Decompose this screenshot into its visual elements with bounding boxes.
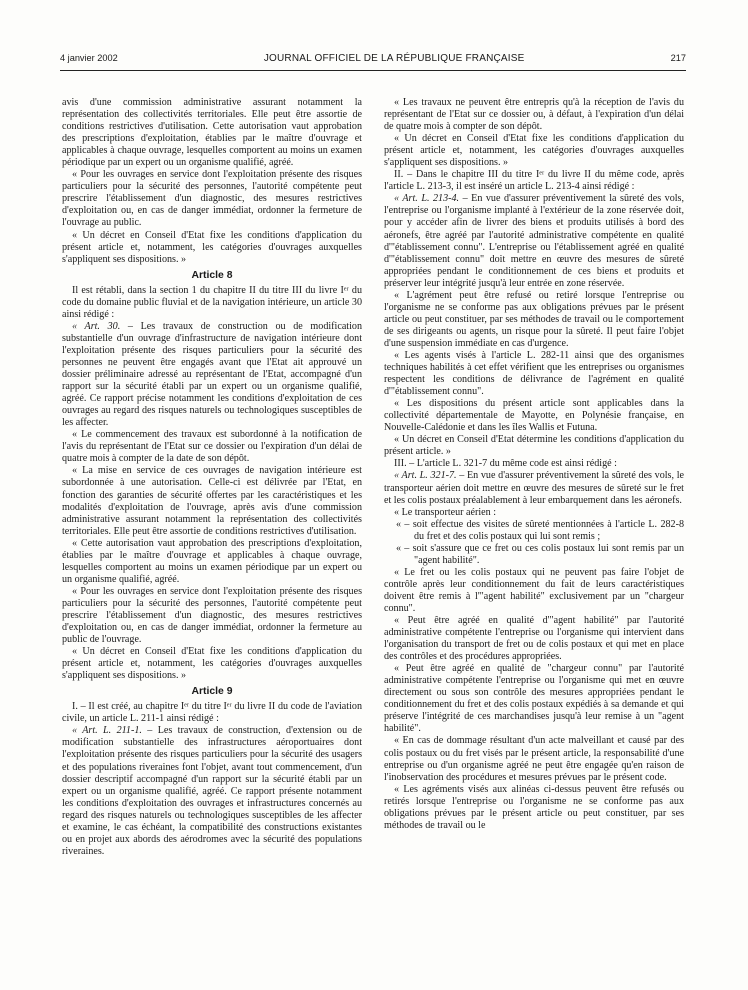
list-item: « – soit s'assure que ce fret ou ces colis postaux lui sont remis par un "agent habilité". bbox=[384, 543, 684, 567]
list-item: « – soit effectue des visites de sûreté mentionnées à l'article L. 282-8 du fret et des colis postaux qui lui sont remis ; bbox=[384, 519, 684, 543]
header-rule bbox=[60, 70, 686, 71]
right-column bbox=[384, 97, 684, 832]
paragraph: I. – Il est créé, au chapitre Iᵉʳ du titre Iᵉʳ du livre II du code de l'aviation civile, un article L. 211-1 ainsi rédigé : bbox=[62, 701, 362, 725]
paragraph: « Un décret en Conseil d'Etat fixe les conditions d'application du présent article et, notamment, les catégories d'ouvrages auxquelles s'appliquent ses dispositions. » bbox=[62, 229, 362, 265]
paragraph bbox=[384, 470, 684, 506]
article-reference: « Art. 30. bbox=[72, 320, 121, 332]
paragraph: « Un décret en Conseil d'Etat détermine les conditions d'application du présent article. » bbox=[384, 434, 684, 458]
article-heading-8: Article 8 bbox=[191, 269, 233, 281]
paragraph: « Le transporteur aérien : bbox=[394, 506, 497, 518]
paragraph: « Les agréments visés aux alinéas ci-dessus peuvent être refusés ou retirés lorsque l'entreprise ou l'organisme ne se conforme pas aux obligations prévues par le présent article ou peut constituer, par ses méthodes de travail ou le bbox=[384, 783, 684, 831]
paragraph: « Pour les ouvrages en service dont l'exploitation présente des risques particuliers pour la sécurité des personnes, l'autorité compétente peut prescrire l'établissement d'un diagnostic, des mesures restrictives d'exploitation ou, en cas de danger immédiat, ordonner la fermeture au public de l'ouvrage. bbox=[62, 585, 362, 646]
paragraph: « En cas de dommage résultant d'un acte malveillant et causé par des colis postaux ou du fret visés par le présent article, la responsabilité d'une entreprise ou d'un organisme agréé ne peut être engagée qu'en raison de l'inobservation des procédures et mesures prévues par le présent code. bbox=[384, 735, 684, 783]
paragraph: « Les dispositions du présent article sont applicables dans la collectivité départementale de Mayotte, en Polynésie française, en Nouvelle-Calédonie et dans les îles Wallis et Futuna. bbox=[384, 398, 684, 434]
paragraph: « Un décret en Conseil d'Etat fixe les conditions d'application du présent article et, notamment, les catégories d'ouvrages auxquelles s'appliquent ses dispositions. » bbox=[384, 133, 684, 169]
article-heading-9: Article 9 bbox=[191, 686, 233, 698]
paragraph bbox=[62, 725, 362, 858]
paragraph: « Les agents visés à l'article L. 282-11 ainsi que des organismes techniques habilités à cet effet vérifient que les entreprises ou organismes respectent les conditions de délivrance de l'agrément en qualité d'"établissement connu". bbox=[384, 349, 684, 398]
paragraph: « Peut être agréé en qualité de "chargeur connu" par l'autorité administrative compétente l'entreprise ou l'organisme qui met en œuvre directement ou sous son contrôle des mesures appropriées pendant le conditionnement du fret et des colis postaux expédiés à sa demande et qui préserve l'intégrité de ces marchandises jusqu'à leur remise à un "agent habilité". bbox=[384, 663, 684, 735]
article-reference: « Art. L. 211-1. bbox=[72, 725, 142, 737]
paragraph: II. – Dans le chapitre III du titre Iᵉʳ du livre II du même code, après l'article L. 213-3, il est inséré un article L. 213-4 ainsi rédigé : bbox=[384, 169, 684, 193]
paragraph: « L'agrément peut être refusé ou retiré lorsque l'entreprise ou l'organisme ne se conforme pas aux obligations prévues par le présent article ou peut constituer, par ses méthodes de travail ou le comportement de ses dirigeants ou agents, un risque pour la sûreté. Il peut faire l'objet d'une suspension immédiate en cas d'urgence. bbox=[384, 289, 684, 349]
paragraph: « Un décret en Conseil d'Etat fixe les conditions d'application du présent article et, notamment, les catégories d'ouvrages auxquelles s'appliquent ses dispositions. » bbox=[62, 646, 362, 682]
paragraph-text: – Les travaux de construction ou de modification substantielle d'un ouvrage d'infrastructure de navigation intérieure dont l'exploitation présente des risques particuliers pour la sécurité des personnes ne peuvent être engagés avant que l'Etat ait approuvé un dossier préliminaire adressé au représentant de l'Etat, accompagné d'un rapport sur la sécurité établi par un expert ou un organisme qualifié, agréé. Ce rapport précise notamment les conditions d'exploitation de ces ouvrages au regard des risques naturels ou technologiques susceptibles de les affecter. bbox=[62, 320, 363, 429]
paragraph: « Les travaux ne peuvent être entrepris qu'à la réception de l'avis du représentant de l'Etat sur ce dossier ou, à défaut, à l'expiration d'un délai de quatre mois à compter de son dépôt. bbox=[384, 97, 684, 133]
article-reference: « Art. L. 321-7. bbox=[394, 470, 457, 482]
paragraph-text: – Les travaux de construction, d'extension ou de modification substantielle des infrastructures aéroportuaires dont l'exploitation présente des risques particuliers pour la sécurité des usagers et des populations riveraines font l'objet, avant tout commencement, d'un dossier descriptif accompagné d'un rapport sur la sécurité établi par un expert ou un organisme qualifié, agréé. Ce rapport présente notamment les conditions d'exploitation des ouvrages et infrastructures concernés au regard des risques naturels ou technologiques susceptibles de les affecter et examine, le cas échéant, la compatibilité des constructions existantes ou en projet aux abords des aérodromes avec la sécurité des populations riveraines. bbox=[62, 725, 362, 857]
paragraph: « Le fret ou les colis postaux qui ne peuvent pas faire l'objet de contrôle après leur conditionnement du fait de leurs caractéristiques doivent être remis à l'"agent habilité" exclusivement par un "chargeur connu". bbox=[384, 566, 684, 614]
paragraph: « La mise en service de ces ouvrages de navigation intérieure est subordonnée à une autorisation. Celle-ci est délivrée par l'Etat, en fonction des garanties de sécurité offertes par les caractéristiques et les modalités d'exploitation de l'ouvrage, après avis d'une commission administrative assurant notamment la représentation des collectivités territoriales. Elle peut être assortie de conditions restrictives d'utilisation. bbox=[62, 465, 362, 537]
paragraph: « Pour les ouvrages en service dont l'exploitation présente des risques particuliers pour la sécurité des personnes, l'autorité compétente peut prescrire l'établissement d'un diagnostic, des mesures restrictives d'exploitation ou, en cas de danger immédiat, ordonner la fermeture de l'ouvrage au public. bbox=[62, 169, 362, 229]
paragraph: III. – L'article L. 321-7 du même code est ainsi rédigé : bbox=[394, 458, 617, 470]
header-journal-title: JOURNAL OFFICIEL DE LA RÉPUBLIQUE FRANÇAISE bbox=[263, 52, 525, 64]
paragraph bbox=[384, 193, 684, 289]
paragraph-text: – En vue d'assurer préventivement la sûreté des vols, le transporteur aérien doit mettre en œuvre des mesures de sûreté sur le fret et les colis postaux préalablement à leur embarquement dans les aéronefs. bbox=[384, 470, 684, 506]
paragraph: « Cette autorisation vaut approbation des prescriptions d'exploitation, établies par le maître d'ouvrage et applicables à chaque ouvrage, lesquelles comportent au moins un examen périodique par un expert ou un organisme qualifié, agréé. bbox=[62, 537, 362, 585]
left-column bbox=[62, 97, 362, 858]
page-header bbox=[60, 50, 686, 66]
paragraph: Il est rétabli, dans la section 1 du chapitre II du titre III du livre Iᵉʳ du code du domaine public fluvial et de la navigation intérieure, un article 30 ainsi rédigé : bbox=[62, 284, 362, 320]
paragraph-text: – En vue d'assurer préventivement la sûreté des vols, l'entreprise ou l'organisme implanté à l'extérieur de la zone réservée doit, pour y accéder afin de livrer des biens et produits utilisés à bord des aéronefs, être agréé par l'autorité administrative compétente en qualité d'"établissement connu". L'entreprise ou l'établissement agréé en qualité d'"établissement connu" doit mettre en œuvre des mesures de sûreté appropriées pendant le conditionnement de ces biens et produits et préserver leur intégrité jusqu'à leur entrée en zone réservée. bbox=[384, 193, 684, 289]
paragraph: « Peut être agréé en qualité d'"agent habilité" par l'autorité administrative compétente l'entreprise ou l'organisme qui intervient dans l'organisation du transport de fret ou de colis postaux et qui met en place des contrôles et des procédures appropriées. bbox=[384, 615, 684, 663]
header-date: 4 janvier 2002 bbox=[60, 53, 118, 63]
article-reference: « Art. L. 213-4. bbox=[394, 193, 460, 205]
bullet-list bbox=[384, 519, 684, 567]
paragraph: avis d'une commission administrative assurant notamment la représentation des collectivités territoriales. Elle peut être assortie de conditions restrictives d'utilisation. Cette autorisation vaut approbation des prescriptions d'exploitation, établies par le maître d'ouvrage et applicables à chaque ouvrage, lesquelles comportent au moins un examen périodique par un expert ou un organisme qualifié, agréé. bbox=[62, 97, 362, 169]
paragraph bbox=[62, 321, 362, 429]
header-page-number: 217 bbox=[670, 53, 686, 63]
paragraph: « Le commencement des travaux est subordonné à la notification de l'avis du représentant de l'Etat sur ce dossier ou l'expiration d'un délai de quatre mois à compter de la date de son dépôt. bbox=[62, 429, 362, 465]
